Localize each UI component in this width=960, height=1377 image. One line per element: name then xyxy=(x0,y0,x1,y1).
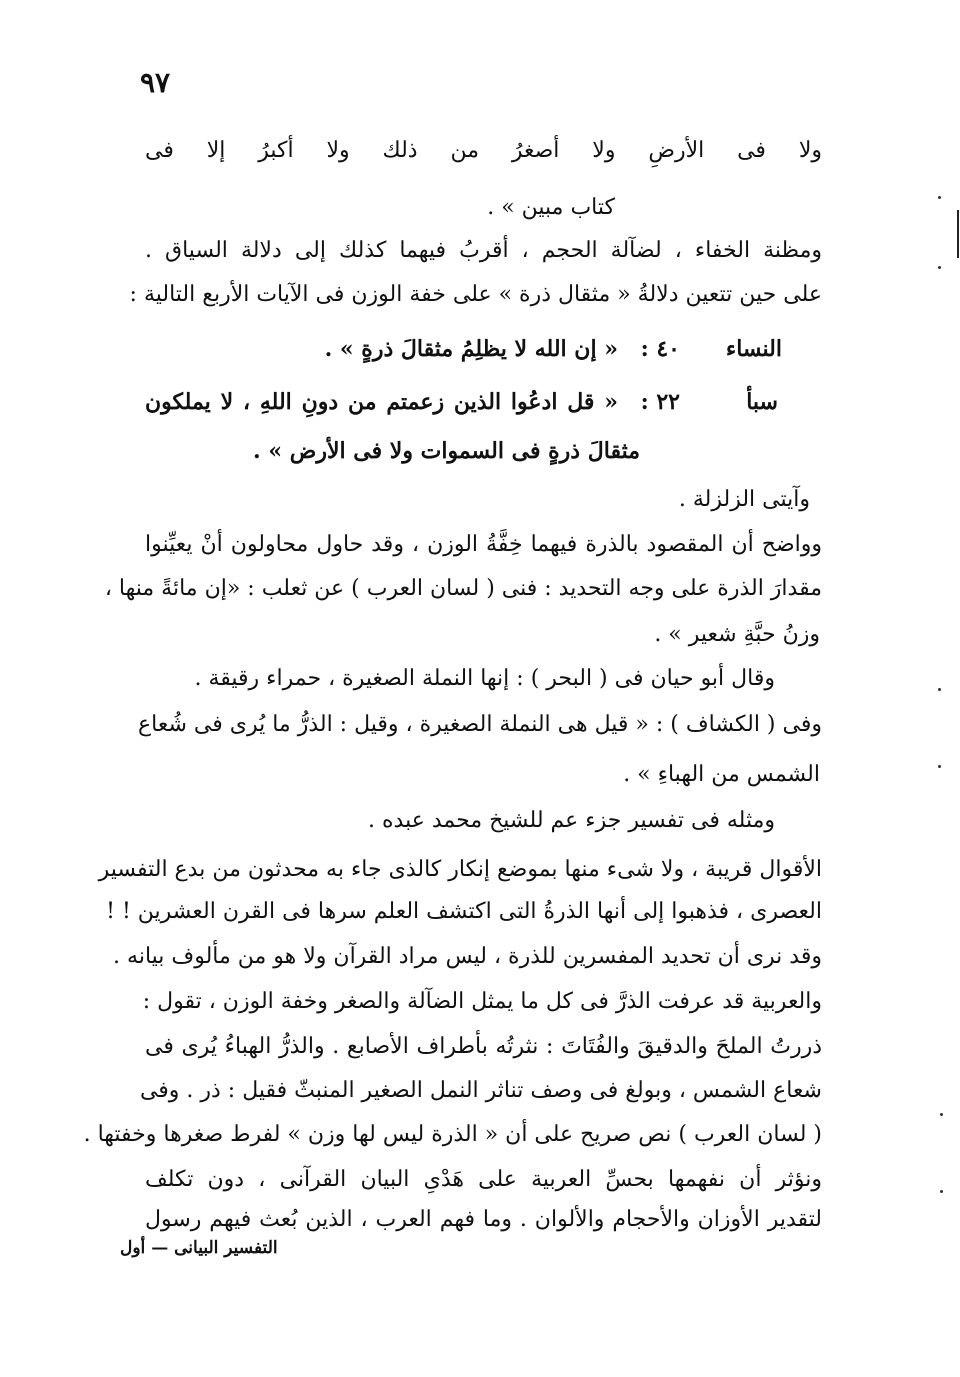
verse-number-saba: ٢٢ : xyxy=(640,389,680,415)
text-line: وآيتى الزلزلة . xyxy=(678,487,810,512)
text-line: وزنُ حبَّةِ شعير » . xyxy=(654,622,820,647)
text-line: وواضح أن المقصود بالذرة فيهما خِفَّةُ الوزن ، وقد حاول محاولون أنْ يعيِّنوا xyxy=(145,532,822,557)
page-number: ٩٧ xyxy=(140,66,171,99)
scan-speck xyxy=(938,765,941,768)
text-line: مقدارَ الذرة على وجه التحديد : فنى ( لسان العرب ) عن ثعلب : «إن مائةً منها ، xyxy=(104,576,822,601)
text-line: الأقوال قريبة ، ولا شىء منها بموضع إنكار كالذى جاء به محدثون من بدع التفسير xyxy=(98,857,822,882)
scan-speck xyxy=(938,266,941,269)
text-line: ومثله فى تفسير جزء عم للشيخ محمد عبده . xyxy=(368,808,775,833)
sura-name-nisa: النساء xyxy=(725,336,782,362)
text-line: العصرى ، فذهبوا إلى أنها الذرةُ التى اكتشف العلم سرها فى القرن العشرين ! ! xyxy=(106,899,822,924)
quran-quote: « إن الله لا يظلِمُ مثقالَ ذرةٍ » . xyxy=(324,336,618,362)
text-line: والعربية قد عرفت الذرَّ فى كل ما يمثل الضآلة والصغر وخفة الوزن ، تقول : xyxy=(142,989,822,1014)
text-line: وفى ( الكشاف ) : « قيل هى النملة الصغيرة ، وقيل : الذرُّ ما يُرى فى شُعاع xyxy=(138,712,822,737)
text-line: وقال أبو حيان فى ( البحر ) : إنها النملة الصغيرة ، حمراء رقيقة . xyxy=(194,666,775,691)
scan-speck xyxy=(938,196,941,199)
text-line: ومظنة الخفاء ، لضآلة الحجم ، أقربُ فيهما كذلك إلى دلالة السياق . xyxy=(145,238,822,263)
page-footer: التفسير البيانى — أول xyxy=(120,1238,278,1258)
scan-speck xyxy=(938,688,941,691)
text-line: ( لسان العرب ) نص صريح على أن « الذرة ليس لها وزن » لفرط صغرها وخفتها . xyxy=(83,1122,822,1147)
scan-speck xyxy=(940,1190,943,1193)
text-line: شعاع الشمس ، وبولغ فى وصف تناثر النمل الصغير المنبثّ فقيل : ذر . وفى xyxy=(139,1078,822,1103)
text-line: لتقدير الأوزان والأحجام والألوان . وما فهم العرب ، الذين بُعث فيهم رسول xyxy=(145,1207,822,1232)
text-line: ونؤثر أن نفهمها بحسِّ العربية على هَدْىِ البيان القرآنى ، دون تكلف xyxy=(145,1167,822,1192)
scan-edge-mark xyxy=(957,210,959,258)
text-line: وقد نرى أن تحديد المفسرين للذرة ، ليس مراد القرآن ولا هو من مألوف بيانه . xyxy=(113,944,822,969)
text-line: على حين تتعين دلالةُ « مثقال ذرة » على خفة الوزن فى الآيات الأربع التالية : xyxy=(129,282,822,307)
text-line: ذررتُ الملحَ والدقيقَ والفُتَاتَ : نثرتُه بأطراف الأصابع . والذرُّ الهباءُ يُرى فى xyxy=(145,1034,822,1059)
text-line: ولا فى الأرضِ ولا أصغرُ من ذلك ولا أكبرُ إلا فى xyxy=(145,138,822,163)
scan-speck xyxy=(940,1113,943,1116)
quran-quote: مثقالَ ذرةٍ فى السموات ولا فى الأرض » . xyxy=(253,438,640,464)
sura-name-saba: سبأ xyxy=(746,389,778,415)
text-line: الشمس من الهباءِ » . xyxy=(623,762,820,787)
verse-number-nisa: ٤٠ : xyxy=(640,336,680,362)
text-line: كتاب مبين » . xyxy=(487,195,615,220)
quran-quote: « قل ادعُوا الذين زعمتم من دونِ اللهِ ، لا يملكون xyxy=(145,389,618,415)
